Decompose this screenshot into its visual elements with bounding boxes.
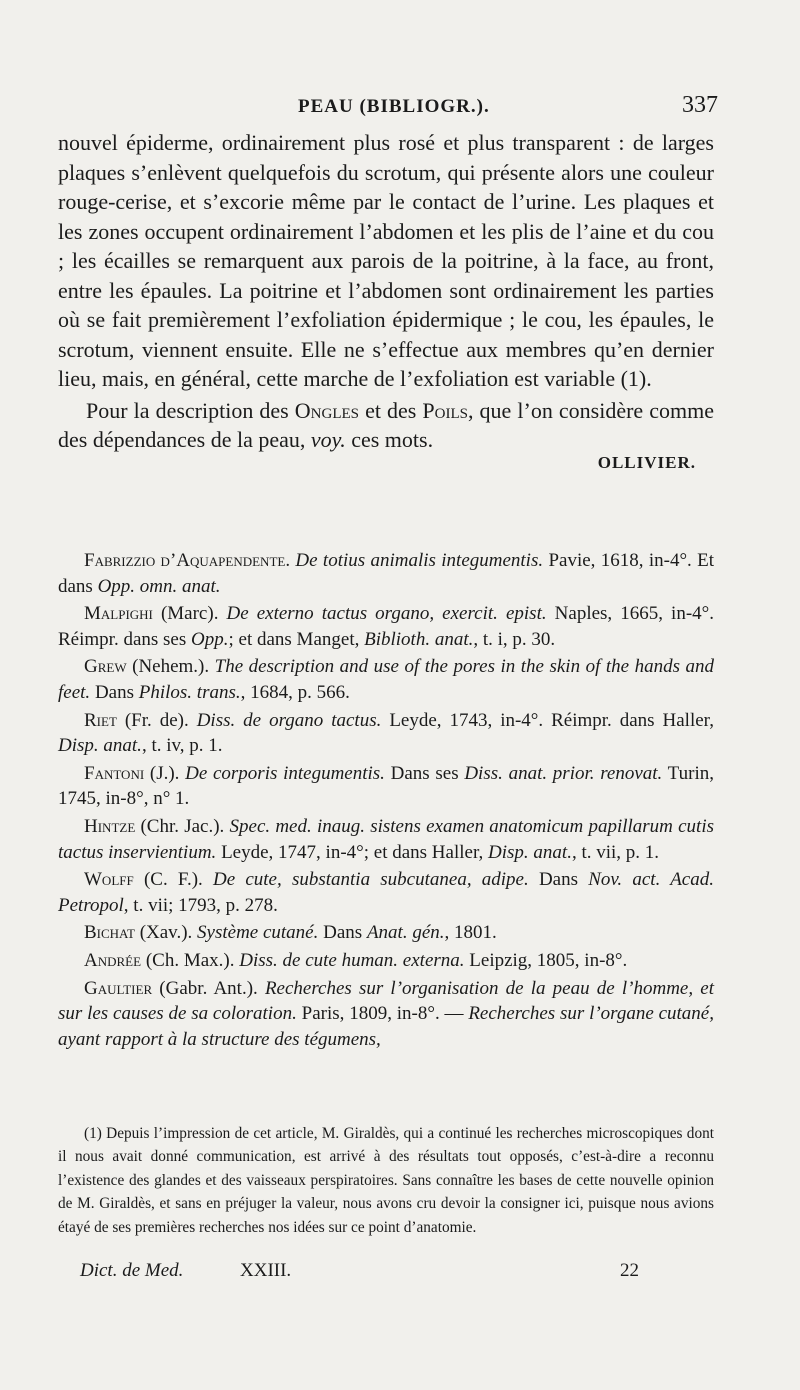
entry-author: Fantoni: [84, 762, 145, 784]
entry-author: Malpighi: [84, 603, 153, 625]
entry-text: , t. i, p. 30.: [473, 628, 556, 650]
text-span: , que l’on considère comme des dépendances de la peau,: [58, 397, 714, 452]
running-head: PEAU (BIBLIOGR.).: [298, 96, 490, 117]
entry-text: ; et dans Manget,: [228, 628, 365, 650]
page-header: [58, 92, 718, 124]
entry-title: Système cutané.: [197, 922, 319, 944]
entry-author: Riet: [84, 709, 117, 731]
entry-author: Hintze: [84, 815, 136, 837]
entry-title: Disp. anat.: [488, 841, 572, 863]
entry-title: De corporis integumentis.: [185, 762, 385, 784]
entry-text: Dans: [528, 869, 589, 891]
bibliography-entry: [58, 920, 714, 946]
entry-text: , t. iv, p. 1.: [141, 735, 223, 757]
bibliography-entry: [58, 814, 714, 865]
footnote: [58, 1122, 714, 1239]
entry-text: (Marc).: [152, 603, 227, 625]
signature-mark: Dict. de Med.: [80, 1260, 184, 1281]
cross-ref-ongles: Ongles: [294, 397, 360, 423]
entry-text: (Chr. Jac.).: [135, 815, 230, 837]
bibliography-entry: [58, 654, 714, 705]
entry-text: (C. F.).: [133, 869, 213, 891]
entry-text: , 1684, p. 566.: [240, 681, 350, 703]
entry-text: Paris, 1809, in-8°. —: [296, 1003, 469, 1025]
entry-title: Recherches sur l’organisation de la peau de l’homme, et sur les causes de sa coloration.: [58, 977, 714, 1025]
entry-author: Grew: [84, 656, 127, 678]
entry-author: Gaultier: [84, 977, 153, 999]
entry-text: (Xav.).: [134, 922, 198, 944]
body-paragraph: nouvel épiderme, ordinairement plus rosé et plus transparent : de larges plaques s’enlèvent quelquefois du scrotum, qui présente alors une couleur rouge-cerise, et s’excorie même par le contact de l’urine. Les plaques et les zones occupent ordinairement l’abdomen et les plis de l’aine et du cou ; les écailles se remarquent aux parois de la poitrine, à la face, au front, entre les épaules. La poitrine et l’abdomen sont ordinairement les parties où se fait premièrement l’exfoliation épidermique ; le cou, les épaules, le scrotum, viennent ensuite. Elle ne s’effectue aux membres qu’en dernier lieu, mais, en général, cette marche de l’exfoliation est variable (1).: [58, 130, 714, 391]
entry-text: (J.).: [144, 762, 186, 784]
bibliography-entry: [58, 976, 714, 1053]
entry-text: Dans ses: [384, 762, 465, 784]
entry-text: (Fr. de).: [116, 709, 197, 731]
article-body: [58, 128, 714, 473]
entry-author: Andrée: [84, 949, 142, 971]
text-span: Pour la description des: [86, 397, 289, 423]
entry-author: Fabrizzio d’Aquapendente.: [84, 550, 291, 571]
entry-title: De cute, substantia subcutanea, adipe.: [212, 869, 529, 891]
entry-text: Dans: [90, 681, 139, 703]
entry-title: De totius animalis integumentis.: [295, 550, 544, 571]
bibliography-entry: [58, 601, 714, 652]
bibliography-entry: [58, 708, 714, 759]
footnote-text: (1) Depuis l’impression de cet article, M. Giraldès, qui a continué les recherches microscopiques dont il nous avait donné communication, est arrivé à des résultats tout opposés, c’est-à-dire a reconnu l’existence des glandes et des vaisseaux perspiratoires. Sans connaître les bases de cette nouvelle opinion de M. Giraldès, et sans en préjuger la valeur, nous avons cru devoir la consigner ici, puisque nous avions étayé de ses premières recherches nos idées sur ce point d’anatomie.: [58, 1125, 714, 1236]
entry-text: Leipzig, 1805, in-8°.: [464, 949, 628, 971]
entry-author: Wolff: [84, 869, 134, 891]
entry-title: De externo tactus organo, exercit. epist.: [226, 603, 547, 625]
entry-text: Turin, 1745, in-8°, n° 1.: [58, 762, 714, 810]
entry-title: Disp. anat.: [58, 735, 142, 757]
entry-text: (Gabr. Ant.).: [152, 977, 265, 999]
bibliography-list: [58, 548, 714, 1054]
entry-text: (Nehem.).: [126, 656, 215, 678]
entry-text: Leyde, 1743, in-4°. Réimpr. dans Haller,: [381, 709, 714, 731]
text-span-italic: voy.: [310, 427, 346, 452]
sheet-number: 22: [620, 1260, 639, 1281]
entry-title: Nov. act. Acad. Petropol: [58, 869, 714, 916]
bibliography-entry: [58, 867, 714, 918]
page-number: 337: [682, 92, 718, 118]
entry-text: Leyde, 1747, in-4°; et dans Haller,: [216, 841, 489, 863]
body-paragraph-cross-reference: [58, 396, 714, 455]
entry-title: Anat. gén.: [366, 922, 445, 944]
entry-text: , 1801.: [444, 922, 497, 944]
author-signature: OLLIVIER.: [597, 452, 696, 472]
text-span: ces mots.: [351, 427, 434, 452]
entry-text: Dans: [318, 922, 367, 944]
bibliography-entry: [58, 548, 714, 599]
entry-text: , t. vii; 1793, p. 278.: [123, 894, 278, 916]
bibliography-entry: [58, 948, 714, 974]
entry-title: Philos. trans.: [138, 681, 241, 703]
entry-text: Naples, 1665, in-4°. Réimpr. dans ses: [58, 603, 714, 650]
entry-title: Diss. de organo tactus.: [196, 709, 382, 731]
entry-title: Spec. med. inaug. sistens examen anatomicum papillarum cutis tactus inservientium.: [58, 815, 714, 863]
cross-ref-poils: Poils: [422, 397, 468, 423]
entry-text: (Ch. Max.).: [141, 949, 240, 971]
entry-title: Opp.: [191, 628, 229, 650]
entry-title: Recherches sur l’organe cutané, ayant rapport à la structure des tégumens,: [58, 1003, 714, 1050]
entry-title: Diss. anat. prior. renovat.: [464, 762, 663, 784]
bibliography-entry: [58, 761, 714, 812]
text-span: et des: [365, 397, 417, 423]
entry-title: Opp. omn. anat.: [97, 575, 221, 597]
entry-text: Pavie, 1618, in-4°. Et dans: [58, 550, 715, 597]
entry-text: , t. vii, p. 1.: [571, 841, 660, 863]
entry-title: The description and use of the pores in the skin of the hands and feet.: [58, 656, 714, 703]
entry-title: Biblioth. anat.: [364, 628, 474, 650]
entry-title: Diss. de cute human. externa.: [239, 949, 465, 971]
volume-number: XXIII.: [240, 1260, 292, 1281]
entry-author: Bichat: [84, 922, 135, 944]
